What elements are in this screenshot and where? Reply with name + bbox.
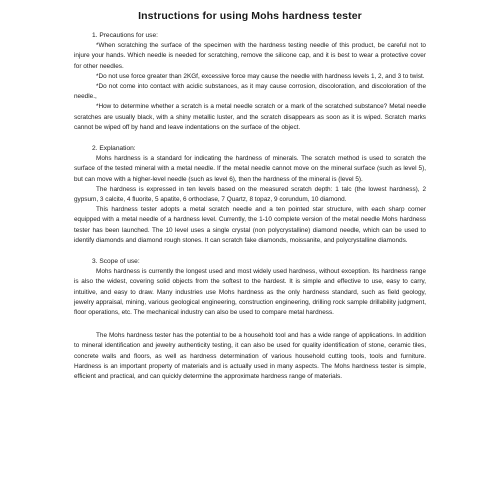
document-title: Instructions for using Mohs hardness tester [138,10,362,22]
section-heading-scope: 3. Scope of use: [92,258,140,266]
paragraph-precaution-acid: *Do not come into contact with acidic substances, as it may cause corrosion, discoloration, and discoloration of the needle., [74,83,426,101]
paragraph-explanation-standard: Mohs hardness is a standard for indicating the hardness of minerals. The scratch method is used to scratch the surface of the tested mineral with a metal needle. If the metal needle cannot move on the mineral surface (such as level 5), but can move with a higher-level needle (such as level 6), then the hardness of the mineral is (level 5). [74,155,426,183]
paragraph-explanation-structure: This hardness tester adopts a metal scratch needle and a ten pointed star structure, with each sharp corner equipped with a metal needle of a hardness level. Currently, the 1-10 complete version of the metal needle Mohs hardness tester has been launched. The 10 level uses a single crystal (non polycrystalline) diamond needle, which can be used to identify diamonds and diamond rough stones. It can scratch fake diamonds, moissanite, and polycrystalline diamonds. [74,206,426,244]
section-heading-explanation: 2. Explanation: [92,145,136,153]
paragraph-scope-usage: Mohs hardness is currently the longest used and most widely used hardness, without exception. Its hardness range is also the widest, covering solid objects from the softest to the hardest. It is simple and effective to use, easy to carry, intuitive, and easy to draw. Many industries use Mohs hardness as the only hardness standard, such as field geology, jewelry appraisal, mining, various geological engineering, construction engineering, drilling rock sample drillability judgment, floor operations, etc. The mechanical industry can also be used to compare metal hardness. [74,268,426,317]
paragraph-precaution-needle-safety: *When scratching the surface of the specimen with the hardness testing needle of this product, be careful not to injure your hands. Which needle is needed for scratching, remove the silicone cap, and it is best to wear a protective cover for other needles. [74,42,426,70]
paragraph-scope-household: The Mohs hardness tester has the potential to be a household tool and has a wide range of applications. In addition to mineral identification and jewelry authenticity testing, it can also be used for quality identification of stone, ceramic tiles, concrete walls and floors, as well as hardness determination of various household cutting tools, tools and furniture. Hardness is an important property of materials and is actually used in many aspects. The Mohs hardness tester is simple, efficient and practical, and can quickly determine the approximate hardness range of materials. [74,332,426,381]
paragraph-explanation-levels: The hardness is expressed in ten levels based on the measured scratch depth: 1 talc (the lowest hardness), 2 gypsum, 3 calcite, 4 fluorite, 5 apatite, 6 orthoclase, 7 Quartz, 8 topaz, 9 corundum, 10 diamond. [74,185,426,204]
paragraph-precaution-force: *Do not use force greater than 2KGf, excessive force may cause the needle with hardness levels 1, 2, and 3 to twist. [96,72,425,80]
section-heading-precautions: 1. Precautions for use: [92,32,158,39]
paragraph-precaution-scratch-type: *How to determine whether a scratch is a metal needle scratch or a mark of the scratched substance? Metal needle scratches are usually black, with a shiny metallic luster, and the scratch disappears as soon as it is wiped. Scratch marks cannot be wiped off by hand and leave indentations on the surface of the object. [74,103,426,131]
